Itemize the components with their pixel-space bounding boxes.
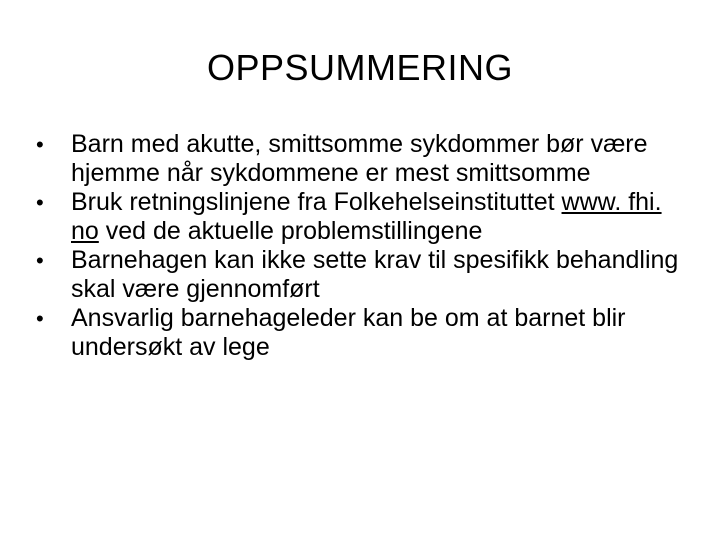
bullet-text-post: ved de aktuelle problemstillingene — [98, 217, 483, 245]
bullet-item-3 — [36, 246, 696, 304]
bullet-text: Barnehagen kan ikke sette krav til spesifikk behandling skal være gjennomført — [71, 246, 679, 303]
bullet-dot-icon: • — [36, 248, 44, 273]
bullet-item-1 — [36, 130, 696, 188]
bullet-item-2 — [36, 188, 696, 246]
fhi-link[interactable]: www. fhi. no — [71, 188, 662, 245]
bullet-item-4 — [36, 304, 696, 362]
bullet-dot-icon: • — [36, 190, 44, 215]
bullet-text: Ansvarlig barnehageleder kan be om at barnet blir undersøkt av lege — [71, 304, 626, 361]
bullet-dot-icon: • — [36, 306, 44, 331]
bullet-text-pre: Bruk retningslinjene fra Folkehelseinstituttet — [71, 188, 562, 216]
slide-title: OPPSUMMERING — [206, 47, 514, 88]
bullet-dot-icon: • — [36, 132, 44, 157]
bullet-text: Barn med akutte, smittsomme sykdommer bør være hjemme når sykdommene er mest smittsomme — [71, 130, 648, 187]
bullet-list — [36, 130, 696, 362]
